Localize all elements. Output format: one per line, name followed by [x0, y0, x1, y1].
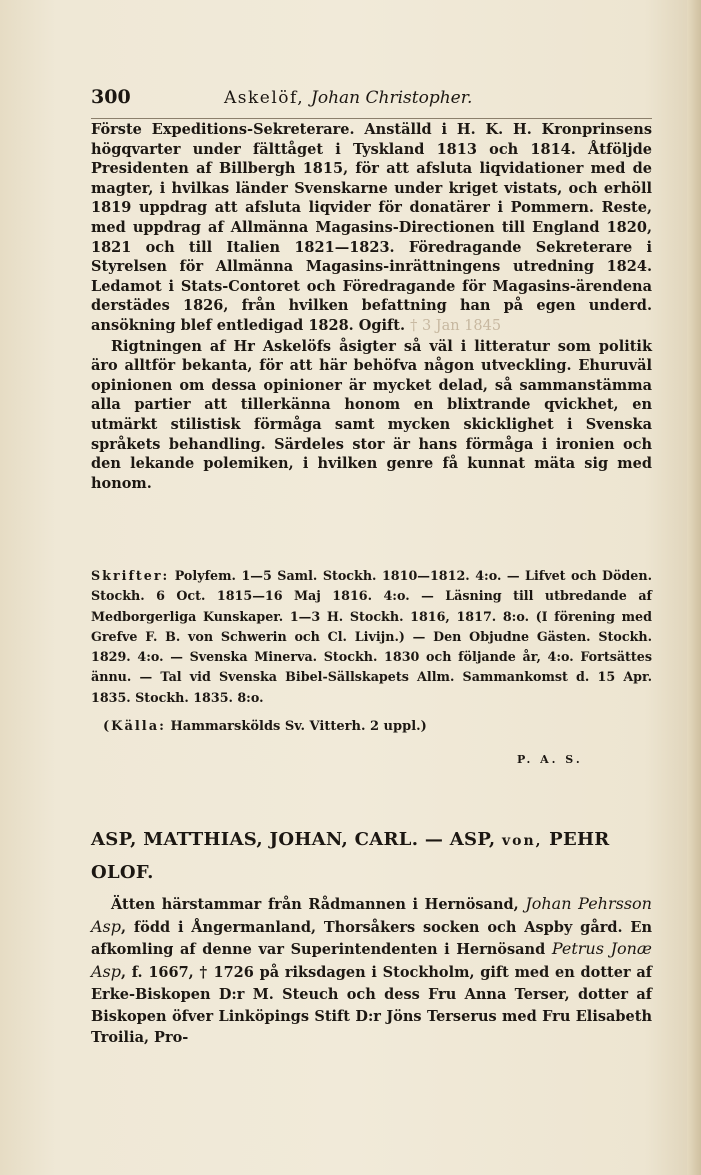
page-number: 300 [91, 86, 131, 108]
heading-von: von, [502, 833, 543, 849]
works-text: Polyfem. 1—5 Saml. Stockh. 1810—1812. 4:o. — Lifvet och Döden. Stockh. 6 Oct. 1815—16 Maj 1816. 4:o. — Läsning till utbredande af Medborgerliga Kunskaper. 1—3 H. Stockh. 1816, 1817. 8:o. (I förening med Grefve F. B. von Schwerin och Cl. Livijn.) — Den Objudne Gästen. Stockh. 1829. 4:o. — Svenska Minerva. Stockh. 1830 och följande år, 4:o. Fortsättes ännu. — Tal vid Svenska Bibel-Sällskapets Allm. Sammankomst d. 15 Apr. 1835. Stockh. 1835. 8:o. [91, 568, 652, 705]
entry-text [91, 893, 652, 1049]
person-name-2: Petrus Jonæ Asp [91, 939, 652, 982]
heading-rest: PEHR OLOF. [91, 829, 610, 883]
author-initials: P. A. S. [517, 753, 583, 766]
page-header [91, 86, 652, 114]
bio-paragraph-2: Rigtningen af Hr Askelöfs åsigter så väl i litteratur som politik äro alltför bekanta, för att här behöfva någon utveckling. Ehuruväl opinionen om dessa opinioner är mycket delad, så sammanstämma alla partier att tillerkänna honom en blixtrande qvickhet, en utmärkt stilistisk förmåga samt mycken skicklighet i Svenska språkets behandling. Särdeles stor är hans förmåga i ironien och den lekande polemiken, i hvilken genre få kunnat mäta sig med honom. [91, 337, 652, 492]
heading-main: ASP, MATTHIAS, JOHAN, CARL. — ASP, [91, 829, 496, 850]
entry-heading [91, 824, 652, 888]
header-rule [91, 118, 652, 119]
bio-paragraph-1 [91, 120, 652, 337]
handwritten-note: † 3 Jan 1845 [410, 317, 502, 334]
running-head [224, 88, 472, 108]
page-edge [687, 0, 701, 1175]
works-list [91, 566, 652, 708]
bio-paragraph-1-text: Förste Expeditions-Sekreterare. Anställd i H. K. H. Kronprinsens högqvarter under fälttåget i Tyskland 1813 och 1814. Åtföljde Presidenten af Billbergh 1815, för att afsluta liqvidationer med de magter, i hvilkas länder Svenskarne under kriget vistats, och erhöll 1819 uppdrag att afsluta liqvider för donatärer i Pommern. Reste, med uppdrag af Allmänna Magasins-Directionen till England 1820, 1821 och till Italien 1821—1823. Föredragande Sekreterare i Styrelsen för Allmänna Magasins-inrättningens utredning 1824. Ledamot i Stats-Contoret och Föredragande för Magasins-ärendena derstädes 1826, från hvilken befattning han på egen underd. ansökning blef entledigad 1828. Ogift. [91, 121, 652, 334]
source-note [91, 719, 652, 734]
biography-text [91, 120, 652, 493]
running-name: Johan Christopher. [311, 88, 473, 108]
entry-text-2: , född i Ångermanland, Thorsåkers socken och Aspby gård. En afkomling af denne var Superintendenten i Hernösand [91, 918, 652, 959]
running-surname: Askelöf, [224, 88, 305, 108]
person-name-1: Johan Pehrsson Asp [91, 894, 652, 936]
source-text: Hammarskölds Sv. Vitterh. 2 uppl.) [170, 719, 427, 734]
entry-text-3: , f. 1667, † 1726 på riksdagen i Stockholm, gift med en dotter af Erke-Biskopen D:r M. Steuch och dess Fru Anna Terser, dotter af Biskopen öfver Linköpings Stift D:r Jöns Terserus med Fru Elisabeth Troilia, Pro- [91, 964, 652, 1047]
works-label: Skrifter: [91, 568, 170, 583]
entry-text-1: Ätten härstammar från Rådmannen i Hernösand, [111, 896, 519, 913]
source-label: (Källa: [103, 719, 166, 734]
